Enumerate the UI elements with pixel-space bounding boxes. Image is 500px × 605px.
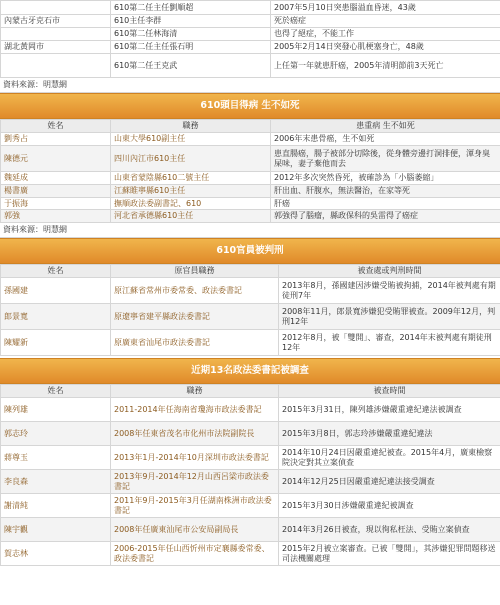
- table-row: [1, 15, 500, 28]
- table-row: [1, 54, 500, 78]
- header-name: 姓名: [1, 265, 111, 278]
- status-cell: 2005年2月14日突發心肌梗塞身亡，48歲: [271, 41, 500, 54]
- name-cell: 郎景寬: [1, 304, 111, 330]
- detail-cell: 2014年12月25日因嚴重違紀違法接受調查: [279, 470, 500, 494]
- table-row: [1, 172, 500, 185]
- post-cell: 2011-2014年任海南省瓊海市政法委書記: [111, 398, 279, 422]
- place-cell: 內蒙古牙克石市: [1, 15, 111, 28]
- table-row: [1, 494, 500, 518]
- table-row: [1, 198, 500, 210]
- title-cell: 610第二任王克武: [111, 54, 271, 78]
- name-cell: 郭志玲: [1, 422, 111, 446]
- table-row: [1, 1, 500, 15]
- table-row: [1, 470, 500, 494]
- illness-table: [0, 119, 500, 223]
- name-cell: 楊書廣: [1, 185, 111, 198]
- name-cell: 賀志林: [1, 542, 111, 566]
- table-row: [1, 330, 500, 356]
- source-note-2: 資料來源：明慧網: [0, 223, 500, 238]
- header-post: 職務: [111, 385, 279, 398]
- table-row: [1, 542, 500, 566]
- post-cell: 2006-2015年任山西忻州市定襄縣委常委、政法委書記: [111, 542, 279, 566]
- post-cell: 山東省蒙陰縣610二號主任: [111, 172, 271, 185]
- detail-cell: 2008年11月，郎景寬涉嫌犯受賄罪被查。2009年12月，判刑12年: [279, 304, 500, 330]
- detail-cell: 2006年末患骨癌，生不如死: [271, 133, 500, 146]
- name-cell: 于振海: [1, 198, 111, 210]
- header-sentence: 被查處或判刑時間: [279, 265, 500, 278]
- status-cell: 也得了絕症，不能工作: [271, 28, 500, 41]
- detail-cell: 2015年2月被立案審查。已被「雙開」，其涉嫌犯罪問題移送司法機關處理: [279, 542, 500, 566]
- post-cell: 撫順政法委副書記、610: [111, 198, 271, 210]
- detail-cell: 2013年8月，孫國建因涉嫌受賄被拘捕，2014年被判處有期徒刑7年: [279, 278, 500, 304]
- detail-cell: 2015年3月31日，陳列雄涉嫌嚴重違紀違法被調查: [279, 398, 500, 422]
- name-cell: 魏延成: [1, 172, 111, 185]
- table-row: [1, 133, 500, 146]
- detail-cell: 2012年8月，被「雙開」、審查，2014年末被判處有期徒刑12年: [279, 330, 500, 356]
- table-row: [1, 28, 500, 41]
- table-row: [1, 304, 500, 330]
- post-cell: 原遼寧省建平縣政法委書記: [111, 304, 279, 330]
- table-row: [1, 422, 500, 446]
- source-note-1: 資料來源：明慧網: [0, 78, 500, 93]
- status-cell: 死於癌症: [271, 15, 500, 28]
- table-row: [1, 210, 500, 223]
- section-banner-sentenced: 610官員被判刑: [0, 238, 500, 264]
- post-cell: 原廣東省汕尾市政法委書記: [111, 330, 279, 356]
- post-cell: 2013年1月-2014年10月深圳市政法委書記: [111, 446, 279, 470]
- header-name: 姓名: [1, 120, 111, 133]
- place-cell: [1, 54, 111, 78]
- post-cell: 2013年9月-2014年12月山西呂梁市政法委書記: [111, 470, 279, 494]
- sentenced-table: [0, 264, 500, 356]
- place-cell: [1, 28, 111, 41]
- post-cell: 2008年任廣東汕尾市公安局副局長: [111, 518, 279, 542]
- table-row: [1, 146, 500, 172]
- header-name: 姓名: [1, 385, 111, 398]
- name-cell: 孫國建: [1, 278, 111, 304]
- name-cell: 謝清純: [1, 494, 111, 518]
- post-cell: 江蘇睢寧縣610主任: [111, 185, 271, 198]
- section-banner-investigated: 近期13名政法委書記被調查: [0, 358, 500, 384]
- place-cell: 湖北黃岡市: [1, 41, 111, 54]
- place-cell: [1, 1, 111, 15]
- header-post: 職務: [111, 120, 271, 133]
- detail-cell: 肝出血、肝腹水，無法醫治，在家等死: [271, 185, 500, 198]
- detail-cell: 2012年多次突然昏死，被確診為「小腦萎縮」: [271, 172, 500, 185]
- name-cell: 李良森: [1, 470, 111, 494]
- detail-cell: 2015年3月30日涉嫌嚴重違紀被調查: [279, 494, 500, 518]
- table-row: [1, 446, 500, 470]
- section-banner-illness: 610頭目得病 生不如死: [0, 93, 500, 119]
- table-row: [1, 278, 500, 304]
- detail-cell: 2015年3月8日，郭志玲涉嫌嚴重違紀違法: [279, 422, 500, 446]
- top-table: [0, 0, 500, 78]
- name-cell: 陳列雄: [1, 398, 111, 422]
- status-cell: 上任第一年就患肝癌，2005年清明節前3天死亡: [271, 54, 500, 78]
- detail-cell: 2014年3月26日被查，現以徇私枉法、受賄立案偵查: [279, 518, 500, 542]
- post-cell: 河北省承德縣610主任: [111, 210, 271, 223]
- name-cell: 陳宇觀: [1, 518, 111, 542]
- name-cell: 劉秀占: [1, 133, 111, 146]
- name-cell: 郭強: [1, 210, 111, 223]
- table-row: [1, 518, 500, 542]
- post-cell: 2008年任東省茂名市化州市法院副院長: [111, 422, 279, 446]
- table-row: [1, 185, 500, 198]
- name-cell: 蔣尊玉: [1, 446, 111, 470]
- title-cell: 610第二任林海清: [111, 28, 271, 41]
- title-cell: 610第二任主任張石明: [111, 41, 271, 54]
- name-cell: 陳耀新: [1, 330, 111, 356]
- detail-cell: 2014年10月24日因嚴重違紀被查。2015年4月，廣東檢察院決定對其立案偵查: [279, 446, 500, 470]
- header-investigation: 被查時間: [279, 385, 500, 398]
- header-illness: 患重病 生不如死: [271, 120, 500, 133]
- detail-cell: 郭強得了腦瘤，縣政保科的吳雷得了癌症: [271, 210, 500, 223]
- status-cell: 2007年5月10日突患腦溢血昏迷，43歲: [271, 1, 500, 15]
- post-cell: 四川內江市610主任: [111, 146, 271, 172]
- detail-cell: 患直腸癌，腸子被部分切除後，從身體旁邊打洞排便，渾身臭屎味，妻子棄他而去: [271, 146, 500, 172]
- post-cell: 山東大學610副主任: [111, 133, 271, 146]
- investigated-table: [0, 384, 500, 566]
- table-row: [1, 41, 500, 54]
- name-cell: 陳德元: [1, 146, 111, 172]
- detail-cell: 肝癌: [271, 198, 500, 210]
- title-cell: 610第二任主任劉順超: [111, 1, 271, 15]
- header-post: 原官員職務: [111, 265, 279, 278]
- post-cell: 2011年9月-2015年3月任湖南株洲市政法委書記: [111, 494, 279, 518]
- title-cell: 610主任李群: [111, 15, 271, 28]
- table-row: [1, 398, 500, 422]
- post-cell: 原江蘇省常州市委常委、政法委書記: [111, 278, 279, 304]
